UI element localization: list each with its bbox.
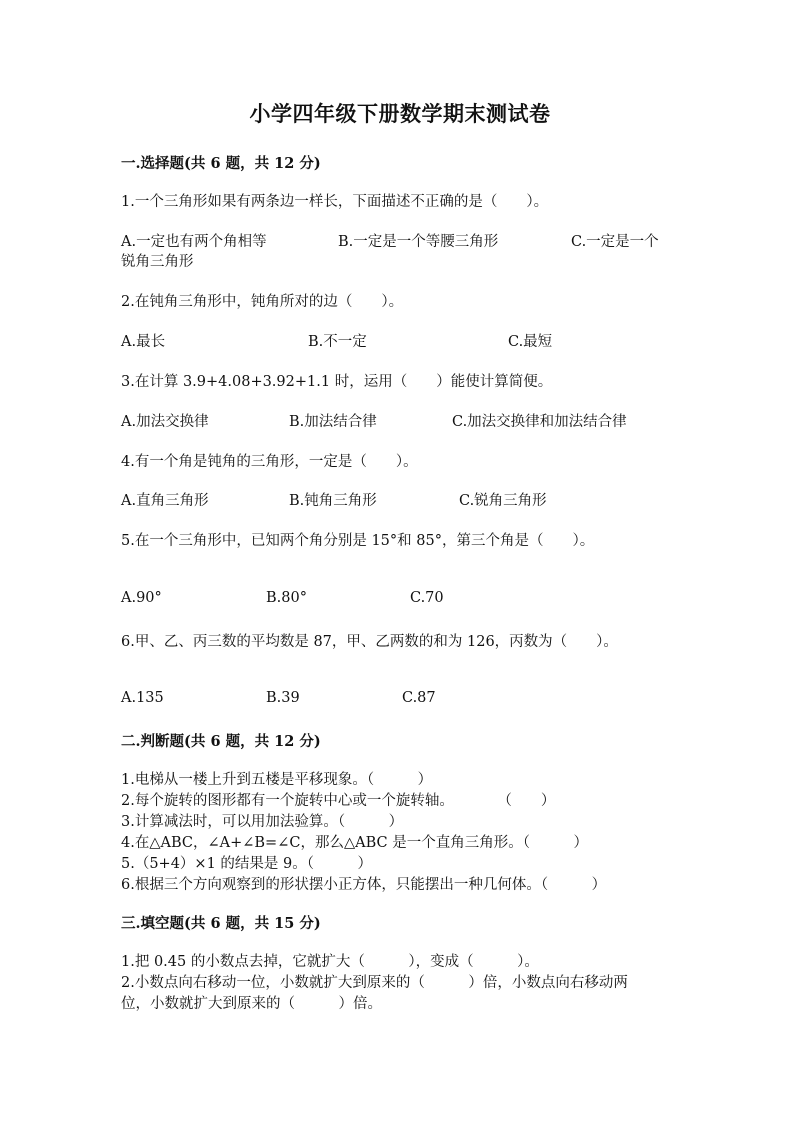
judgment-item: 2.每个旋转的图形都有一个旋转中心或一个旋转轴。 （ ） (121, 793, 556, 809)
judgment-item: 3.计算减法时，可以用加法验算。（ ） (121, 814, 404, 830)
option-b: B.加法结合律 (289, 414, 377, 430)
option-c: C.70 (410, 590, 444, 606)
option-c-wrap: 锐角三角形 (121, 254, 194, 270)
judgment-item: 5.（5+4）×1 的结果是 9。（ ） (121, 856, 373, 872)
judgment-item: 1.电梯从一楼上升到五楼是平移现象。（ ） (121, 772, 433, 788)
option-c: C.一定是一个 (571, 234, 659, 250)
question-stem: 3.在计算 3.9+4.08+3.92+1.1 时，运用（ ）能使计算简便。 (121, 374, 553, 390)
option-a: A.加法交换律 (121, 414, 209, 430)
option-c: C.87 (402, 690, 436, 706)
option-b: B.一定是一个等腰三角形 (338, 234, 499, 250)
option-c: C.锐角三角形 (459, 493, 547, 509)
fill-item-continued: 位，小数就扩大到原来的（ ）倍。 (121, 996, 382, 1012)
option-c: C.最短 (508, 334, 553, 350)
fill-item: 1.把 0.45 的小数点去掉，它就扩大（ ），变成（ ）。 (121, 954, 539, 970)
section-heading-fill: 三.填空题(共 6 题，共 15 分) (121, 915, 321, 932)
judgment-item: 4.在△ABC，∠A+∠B=∠C，那么△ABC 是一个直角三角形。（ ） (121, 835, 588, 851)
question-stem: 6.甲、乙、丙三数的平均数是 87，甲、乙两数的和为 126，丙数为（ ）。 (121, 634, 618, 650)
option-b: B.不一定 (308, 334, 367, 350)
section-heading-judgment: 二.判断题(共 6 题，共 12 分) (121, 733, 321, 750)
option-a: A.一定也有两个角相等 (121, 234, 267, 250)
question-stem: 1.一个三角形如果有两条边一样长，下面描述不正确的是（ ）。 (121, 194, 549, 210)
option-a: A.90° (121, 590, 162, 606)
option-b: B.钝角三角形 (289, 493, 377, 509)
option-b: B.80° (266, 590, 307, 606)
judgment-item: 6.根据三个方向观察到的形状摆小正方体，只能摆出一种几何体。（ ） (121, 877, 607, 893)
question-stem: 4.有一个角是钝角的三角形，一定是（ ）。 (121, 454, 418, 470)
question-stem: 2.在钝角三角形中，钝角所对的边（ ）。 (121, 294, 404, 310)
question-stem: 5.在一个三角形中，已知两个角分别是 15°和 85°，第三个角是（ ）。 (121, 533, 595, 549)
option-c: C.加法交换律和加法结合律 (452, 414, 627, 430)
page-title: 小学四年级下册数学期末测试卷 (249, 101, 551, 126)
section-heading-choice: 一.选择题(共 6 题，共 12 分) (121, 155, 321, 172)
option-a: A.135 (121, 690, 164, 706)
option-a: A.直角三角形 (121, 493, 209, 509)
option-a: A.最长 (121, 334, 166, 350)
fill-item: 2.小数点向右移动一位，小数就扩大到原来的（ ）倍，小数点向右移动两 (121, 975, 628, 991)
option-b: B.39 (266, 690, 300, 706)
